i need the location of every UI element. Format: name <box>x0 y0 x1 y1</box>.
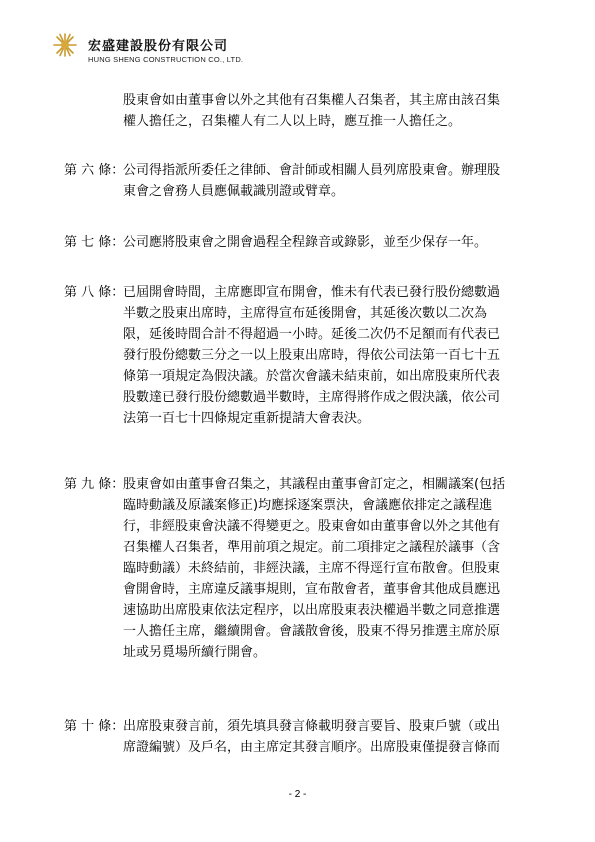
text-line: 法第一百七十四條規定重新提請大會表決。 <box>123 411 371 426</box>
article-text <box>123 232 544 253</box>
text-line: 股東會如由董事會召集之，其議程由董事會訂定之，相關議案(包括 <box>123 477 506 492</box>
article-label: 第 十 條： <box>64 719 125 734</box>
company-name-en: HUNG SHENG CONSTRUCTION CO., LTD. <box>88 55 244 64</box>
text-line: 址或另覓場所續行開會。 <box>123 645 267 660</box>
article-label: 第 六 條： <box>64 163 125 178</box>
text-line: 召集權人召集者，準用前項之規定。前二項排定之議程於議事（含 <box>123 540 501 555</box>
text-line: 公司應將股東會之開會過程全程錄音或錄影，並至少保存一年。 <box>123 235 488 250</box>
article-text <box>123 160 544 202</box>
text-line: 一人擔任主席，繼續開會。會議散會後，股東不得另推選主席於原 <box>123 624 501 639</box>
text-line: 半數之股東出席時，主席得宣布延後開會，其延後次數以二次為 <box>123 306 488 321</box>
text-line: 會開會時，主席違反議事規則，宣布散會者，董事會其他成員應迅 <box>123 582 501 597</box>
text-line: 股數達已發行股份總數過半數時，主席得將作成之假決議，依公司 <box>123 390 501 405</box>
text-line: 發行股份總數三分之一以上股東出席時，得依公司法第一百七十五 <box>123 348 501 363</box>
article-text <box>123 282 544 429</box>
text-line: 席證編號）及戶名，由主席定其發言順序。出席股東僅提發言條而 <box>123 740 501 755</box>
text-line: 出席股東發言前，須先填具發言條載明發言要旨、股東戶號（或出 <box>123 719 501 734</box>
text-line: 股東會如由董事會以外之其他有召集權人召集者，其主席由該召集 <box>123 93 501 108</box>
text-line: 權人擔任之，召集權人有二人以上時，應互推一人擔任之。 <box>123 114 462 129</box>
article-text <box>123 474 544 663</box>
text-line: 臨時動議及原議案修正)均應採逐案票決，會議應依排定之議程進 <box>123 498 493 513</box>
article-text <box>123 716 544 758</box>
company-name-cn: 宏盛建設股份有限公司 <box>88 39 229 54</box>
article-label: 第 八 條： <box>64 285 125 300</box>
page-number: - 2 - <box>288 789 307 800</box>
text-line: 速協助出席股東依法定程序，以出席股東表決權過半數之同意推選 <box>123 603 501 618</box>
text-line: 行，非經股東會決議不得變更之。股東會如由董事會以外之其他有 <box>123 519 501 534</box>
text-line: 東會之會務人員應佩載識別證或臂章。 <box>123 184 345 199</box>
text-line: 公司得指派所委任之律師、會計師或相關人員列席股東會。辦理股 <box>123 163 501 178</box>
text-line: 條第一項規定為假決議。於當次會議未結束前，如出席股東所代表 <box>123 369 501 384</box>
text-line: 臨時動議）未終結前，非經決議，主席不得逕行宣布散會。但股東 <box>123 561 501 576</box>
article-label: 第 九 條： <box>64 477 125 492</box>
article-label: 第 七 條： <box>64 235 125 250</box>
text-line: 限，延後時間合計不得超過一小時。延後二次仍不足額而有代表已 <box>123 327 501 342</box>
text-line: 已屆開會時間，主席應即宣布開會，惟未有代表已發行股份總數過 <box>123 285 501 300</box>
continuation-paragraph <box>123 90 543 132</box>
company-logo-icon <box>52 32 78 58</box>
